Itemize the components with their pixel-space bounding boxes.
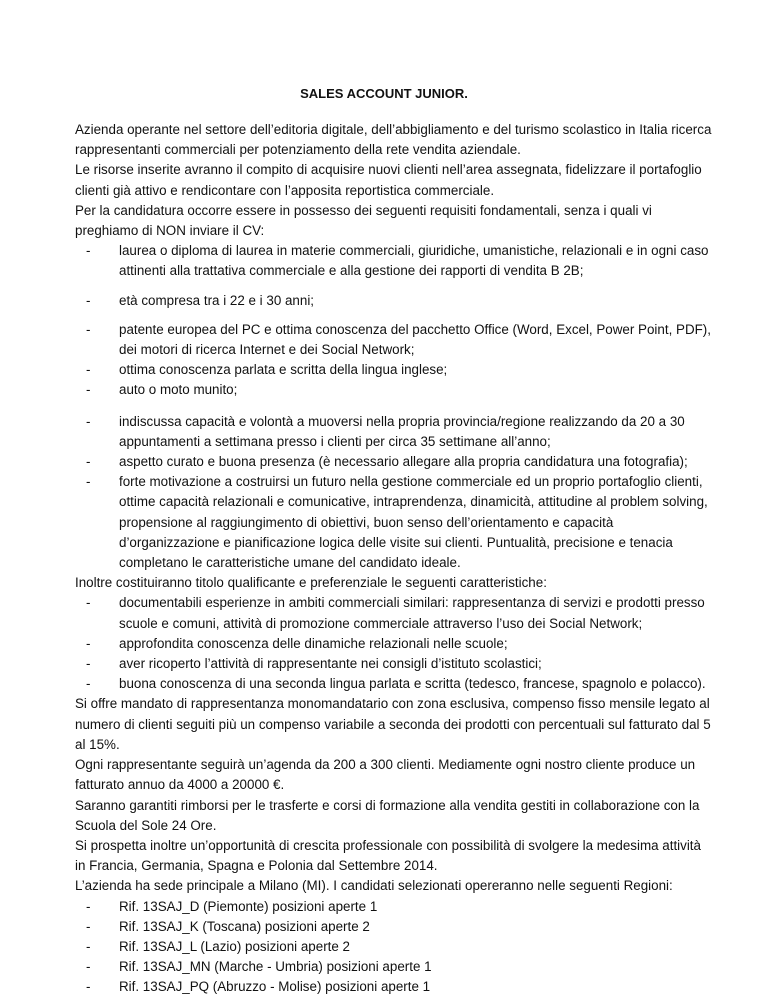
intro-paragraph: Per la candidatura occorre essere in possesso dei seguenti requisiti fondamentali, senza i quali vi preghiamo di NON inviare il CV: — [75, 202, 652, 239]
positions-list — [75, 897, 715, 998]
bullet-dash: - — [86, 413, 91, 429]
list-item — [75, 937, 715, 957]
offer-paragraph: Saranno garantiti rimborsi per le trasferte e corsi di formazione alla vendita gestiti in collaborazione con la Scuola del Sole 24 Ore. — [75, 797, 700, 833]
offer-paragraph: Ogni rappresentante seguirà un’agenda da 200 a 300 clienti. Mediamente ogni nostro cliente produce un fatturato annuo da 4000 a 20000 €. — [75, 757, 696, 793]
list-item — [75, 380, 715, 400]
bullet-dash: - — [86, 938, 91, 954]
requirement-text: patente europea del PC e ottima conoscenza del pacchetto Office (Word, Excel, Power Point, PDF), dei motori di ricerca Internet e dei Social Network; — [119, 321, 711, 358]
list-item — [75, 917, 715, 937]
requirement-text: indiscussa capacità e volontà a muoversi nella propria provincia/regione realizzando da 20 a 30 appuntamenti a settimana presso i clienti per circa 35 settimane all’anno; — [119, 413, 685, 449]
intro-paragraph: Le risorse inserite avranno il compito di acquisire nuovi clienti nell’area assegnata, fidelizzare il portafoglio clienti già attivo e rendicontare con l’apposita reportistica commerciale. — [75, 162, 702, 198]
requirement-text: aspetto curato e buona presenza (è necessario allegare alla propria candidatura una fotografia); — [119, 454, 688, 470]
requirement-text: età compresa tra i 22 e i 30 anni; — [119, 292, 315, 308]
document-body — [75, 120, 715, 998]
bullet-dash: - — [86, 243, 91, 259]
bullet-dash: - — [86, 676, 91, 692]
list-item — [75, 452, 715, 472]
bullet-dash: - — [86, 918, 91, 934]
bullet-dash: - — [86, 656, 91, 672]
list-item — [75, 654, 715, 674]
offer-paragraph: Si prospetta inoltre un’opportunità di crescita professionale con possibilità di svolgere la medesima attività in Francia, Germania, Spagna e Polonia dal Settembre 2014. — [75, 837, 701, 874]
bullet-dash: - — [86, 959, 91, 975]
preferential-list — [75, 593, 715, 694]
preferential-intro: Inoltre costituiranno titolo qualificante e preferenziale le seguenti caratteristiche: — [75, 575, 547, 591]
preferential-text: buona conoscenza di una seconda lingua parlata e scritta (tedesco, francese, spagnolo e polacco). — [119, 676, 706, 692]
preferential-text: documentabili esperienze in ambiti commerciali similari: rappresentanza di servizi e prodotti presso scuole e comuni, attività di promozione commerciale attraverso l’uso dei Social Network; — [119, 595, 705, 631]
list-item — [75, 977, 715, 997]
intro-paragraph: Azienda operante nel settore dell’editoria digitale, dell’abbigliamento e del turismo scolastico in Italia ricerca rappresentanti commerciali per potenziamento della rete vendita aziendale. — [75, 122, 712, 158]
document-title: SALES ACCOUNT JUNIOR. — [300, 86, 468, 101]
position-text: Rif. 13SAJ_L (Lazio) posizioni aperte 2 — [119, 938, 350, 954]
position-text: Rif. 13SAJ_K (Toscana) posizioni aperte 2 — [119, 918, 370, 934]
bullet-dash: - — [86, 595, 91, 611]
bullet-dash: - — [86, 454, 91, 470]
offer-paragraph: Si offre mandato di rappresentanza monomandatario con zona esclusiva, compenso fisso mensile legato al numero di clienti seguiti più un compenso variabile a seconda dei prodotti con percentuali sul fatturato dal 5 al 15%. — [75, 696, 711, 752]
preferential-text: approfondita conoscenza delle dinamiche relazionali nelle scuole; — [119, 635, 508, 651]
bullet-dash: - — [86, 474, 91, 490]
list-item — [75, 241, 715, 281]
bullet-dash: - — [86, 979, 91, 995]
list-item — [75, 674, 715, 694]
bullet-dash: - — [86, 362, 91, 378]
list-item — [75, 472, 715, 573]
offer-paragraph: L’azienda ha sede principale a Milano (MI). I candidati selezionati opereranno nelle seguenti Regioni: — [75, 878, 673, 894]
list-item — [75, 957, 715, 977]
list-item — [75, 593, 715, 633]
bullet-dash: - — [86, 635, 91, 651]
list-item — [75, 291, 715, 311]
list-item — [75, 897, 715, 917]
preferential-text: aver ricoperto l’attività di rappresentante nei consigli d’istituto scolastici; — [119, 656, 542, 672]
position-text: Rif. 13SAJ_PQ (Abruzzo - Molise) posizioni aperte 1 — [119, 979, 431, 995]
list-item — [75, 634, 715, 654]
list-item — [75, 412, 715, 452]
list-item — [75, 320, 715, 360]
position-text: Rif. 13SAJ_D (Piemonte) posizioni aperte 1 — [119, 898, 378, 914]
bullet-dash: - — [86, 292, 91, 308]
requirement-text: forte motivazione a costruirsi un futuro nella gestione commerciale ed un proprio portafoglio clienti, ottime capacità relazionali e comunicative, intraprendenza, dinamicità, attitudine al problem solving, propensione al raggiungimento di obiettivi, buon senso dell’orientamento e capacità d’organizzazione e pianificazione logica delle visite sui clienti. Puntualità, precisione e tenacia completano le caratteristiche umane del candidato ideale. — [119, 474, 708, 571]
requirement-text: auto o moto munito; — [119, 382, 238, 398]
list-item — [75, 360, 715, 380]
requirement-text: laurea o diploma di laurea in materie commerciali, giuridiche, umanistiche, relazionali e in ogni caso attinenti alla trattativa commerciale e alla gestione dei rapporti di vendita B 2B; — [119, 243, 709, 279]
requirement-text: ottima conoscenza parlata e scritta della lingua inglese; — [119, 362, 448, 378]
position-text: Rif. 13SAJ_MN (Marche - Umbria) posizioni aperte 1 — [119, 959, 432, 975]
bullet-dash: - — [86, 898, 91, 914]
bullet-dash: - — [86, 382, 91, 398]
requirements-list — [75, 241, 715, 573]
bullet-dash: - — [86, 321, 91, 337]
